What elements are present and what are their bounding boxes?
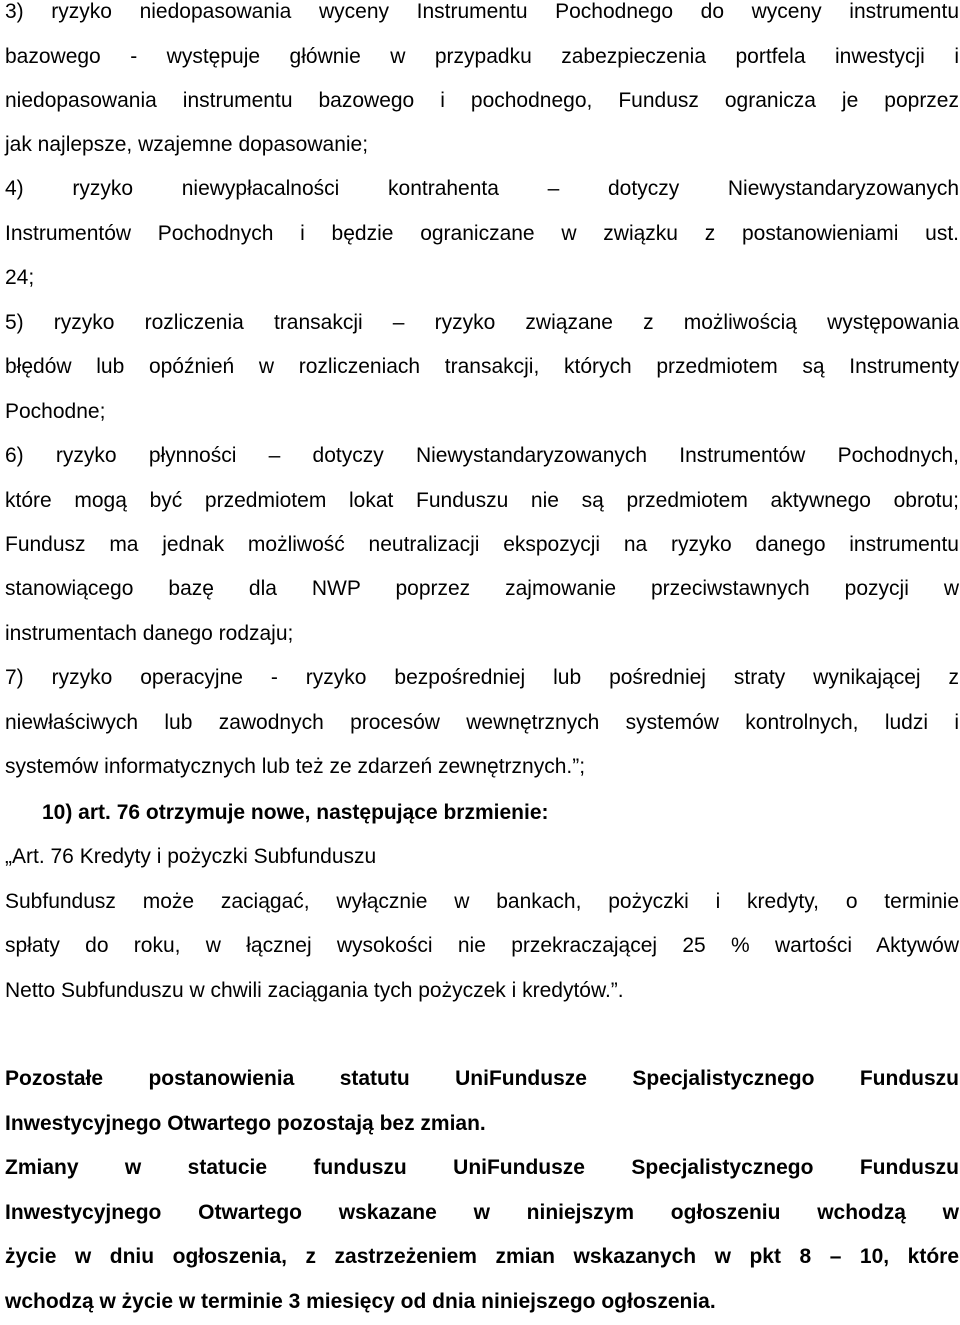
risk-item-5-line-2: błędów lub opóźnień w rozliczeniach transakcji, których przedmiotem są Instrumenty: [5, 355, 959, 378]
article-body-line-2: spłaty do roku, w łącznej wysokości nie przekraczającej 25 % wartości Aktywów: [5, 934, 959, 957]
closing-paragraph-2-line-4: wchodzą w życie w terminie 3 miesięcy od dnia niniejszego ogłoszenia.: [5, 1290, 716, 1313]
risk-item-7-line-1: 7) ryzyko operacyjne - ryzyko bezpośredniej lub pośredniej straty wynikającej z: [5, 666, 959, 689]
article-title: „Art. 76 Kredyty i pożyczki Subfunduszu: [5, 845, 377, 868]
risk-item-3-line-2: bazowego - występuje głównie w przypadku zabezpieczenia portfela inwestycji i: [5, 45, 959, 68]
article-body-line-3: Netto Subfunduszu w chwili zaciągania tych pożyczek i kredytów.”.: [5, 979, 624, 1002]
closing-paragraph-2-line-2: Inwestycyjnego Otwartego wskazane w niniejszym ogłoszeniu wchodzą w: [5, 1201, 959, 1224]
amendment-heading: 10) art. 76 otrzymuje nowe, następujące brzmienie:: [42, 801, 549, 824]
risk-item-5-line-1: 5) ryzyko rozliczenia transakcji – ryzyko związane z możliwością występowania: [5, 311, 959, 334]
risk-item-7-line-3: systemów informatycznych lub też ze zdarzeń zewnętrznych.”;: [5, 755, 586, 778]
risk-item-4-line-2: Instrumentów Pochodnych i będzie ograniczane w związku z postanowieniami ust.: [5, 222, 959, 245]
risk-item-6-line-3: Fundusz ma jednak możliwość neutralizacji ekspozycji na ryzyko danego instrumentu: [5, 533, 959, 556]
risk-item-6-line-5: instrumentach danego rodzaju;: [5, 622, 294, 645]
risk-item-7-line-2: niewłaściwych lub zawodnych procesów wewnętrznych systemów kontrolnych, ludzi i: [5, 711, 959, 734]
risk-item-4-line-3: 24;: [5, 266, 35, 289]
risk-item-6-line-2: które mogą być przedmiotem lokat Funduszu nie są przedmiotem aktywnego obrotu;: [5, 489, 959, 512]
risk-item-5-line-3: Pochodne;: [5, 400, 106, 423]
risk-item-3-line-4: jak najlepsze, wzajemne dopasowanie;: [5, 133, 369, 156]
risk-item-6-line-1: 6) ryzyko płynności – dotyczy Niewystandaryzowanych Instrumentów Pochodnych,: [5, 444, 959, 467]
closing-paragraph-1-line-2: Inwestycyjnego Otwartego pozostają bez zmian.: [5, 1112, 486, 1135]
closing-paragraph-2-line-1: Zmiany w statucie funduszu UniFundusze Specjalistycznego Funduszu: [5, 1156, 959, 1179]
risk-item-6-line-4: stanowiącego bazę dla NWP poprzez zajmowanie przeciwstawnych pozycji w: [5, 577, 959, 600]
closing-paragraph-1-line-1: Pozostałe postanowienia statutu UniFundusze Specjalistycznego Funduszu: [5, 1067, 959, 1090]
risk-item-3-line-3: niedopasowania instrumentu bazowego i pochodnego, Fundusz ogranicza je poprzez: [5, 89, 959, 112]
risk-item-3-line-1: 3) ryzyko niedopasowania wyceny Instrumentu Pochodnego do wyceny instrumentu: [5, 0, 959, 23]
closing-paragraph-2-line-3: życie w dniu ogłoszenia, z zastrzeżeniem zmian wskazanych w pkt 8 – 10, które: [5, 1245, 959, 1268]
article-body-line-1: Subfundusz może zaciągać, wyłącznie w bankach, pożyczki i kredyty, o terminie: [5, 890, 959, 913]
risk-item-4-line-1: 4) ryzyko niewypłacalności kontrahenta – dotyczy Niewystandaryzowanych: [5, 177, 959, 200]
